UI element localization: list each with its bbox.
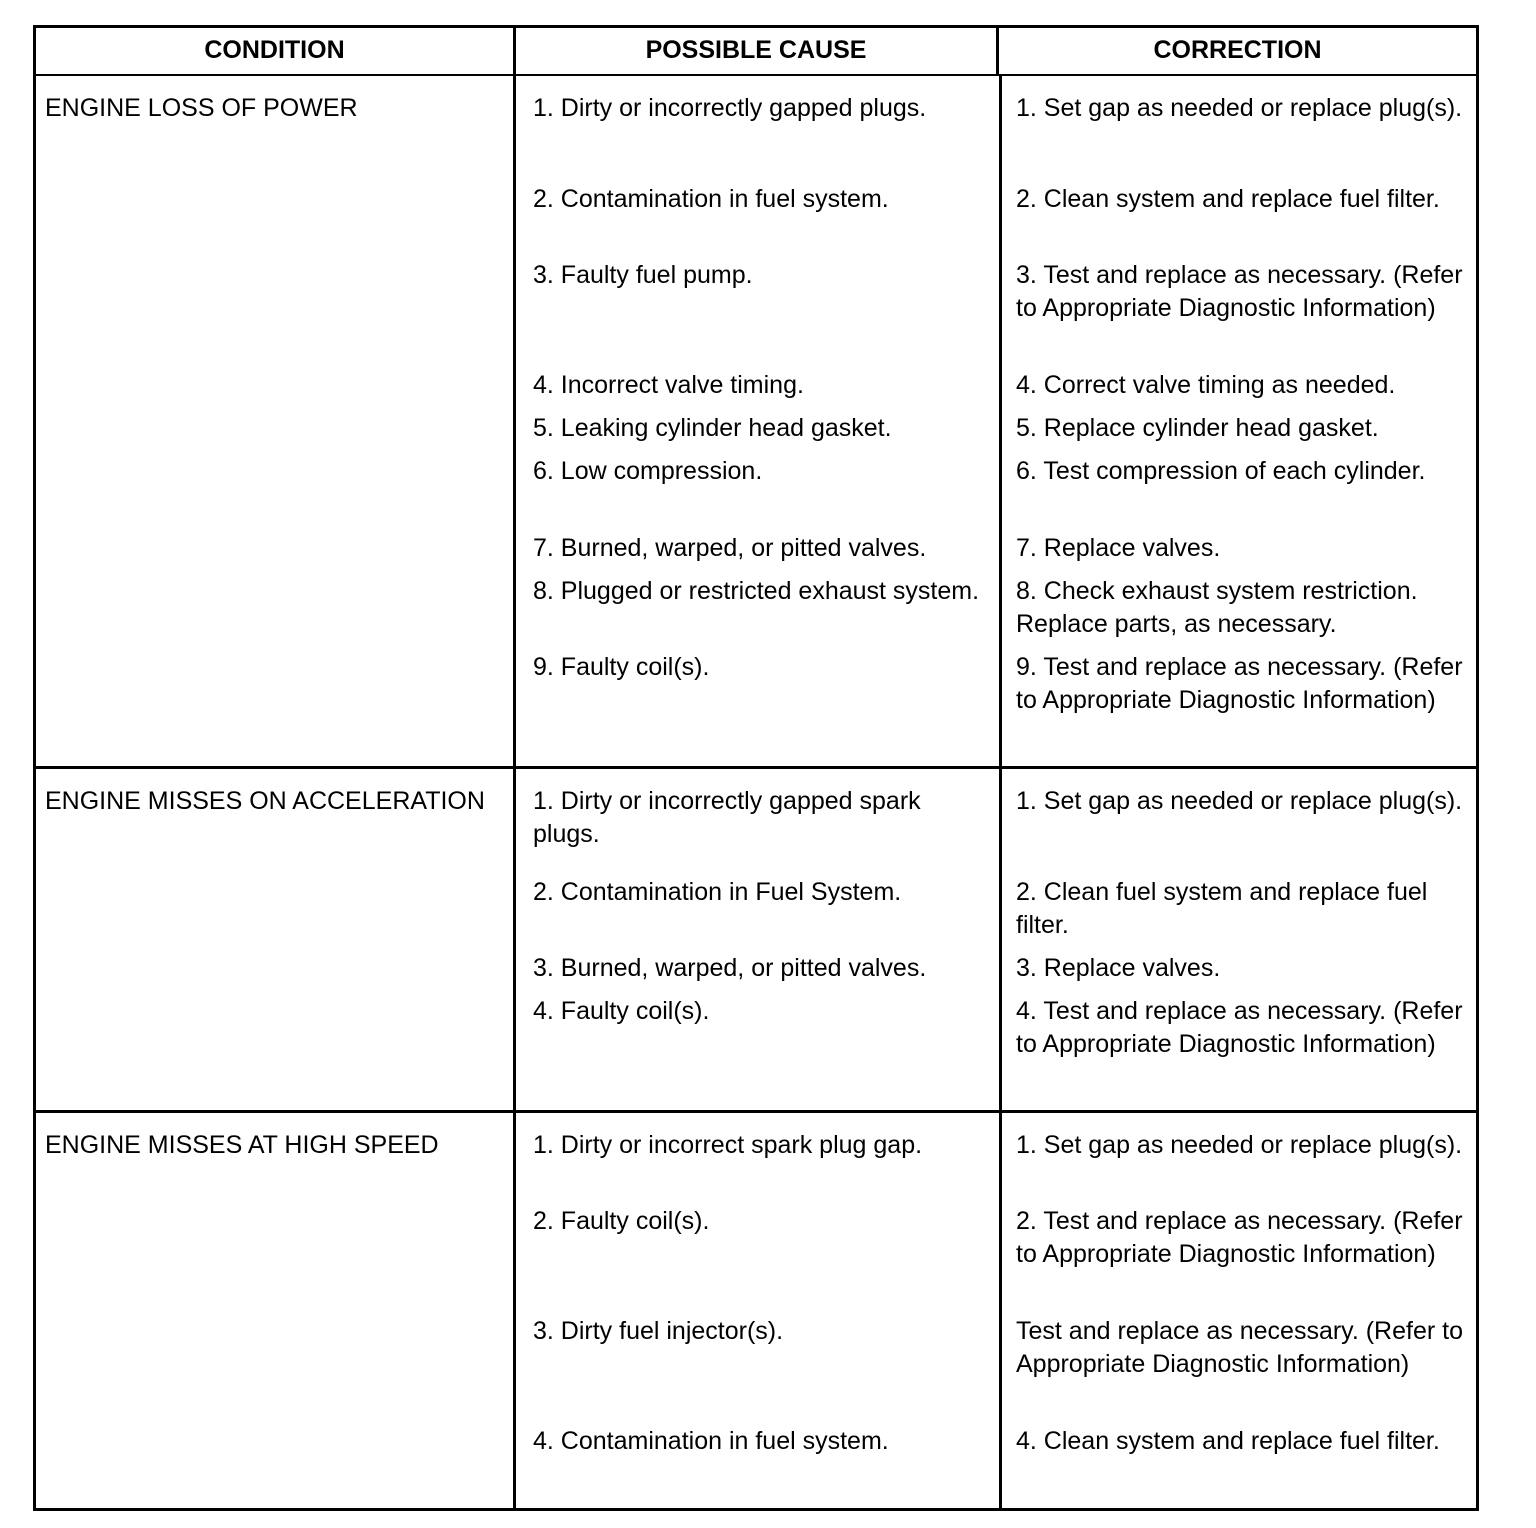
correction-cell: 1. Set gap as needed or replace plug(s). [1016,1131,1463,1159]
table-row [516,995,1476,1104]
possible-cause-cell: 5. Leaking cylinder head gasket. [533,414,892,442]
table-row [516,1425,1476,1502]
table-body [36,76,1476,1508]
column-divider [999,76,1002,766]
cause-correction-list [516,1113,1476,1508]
table-row [516,952,1476,995]
column-divider [513,1113,516,1508]
correction-cell: 5. Replace cylinder head gasket. [1016,414,1379,442]
possible-cause-cell: 1. Dirty or incorrectly gapped spark plugs. [533,787,921,848]
table-row [516,1315,1476,1425]
cause-correction-list [516,769,1476,1110]
condition-group [36,1113,1476,1508]
possible-cause-cell: 2. Contamination in fuel system. [533,185,889,213]
condition-cell: ENGINE MISSES AT HIGH SPEED [36,1113,516,1508]
condition-cell: ENGINE LOSS OF POWER [36,76,516,766]
table-row [516,412,1476,455]
correction-cell: 2. Clean fuel system and replace fuel filter. [1016,878,1428,939]
table-row [516,455,1476,532]
correction-cell: 2. Clean system and replace fuel filter. [1016,185,1440,213]
column-divider [513,76,516,766]
table-row [516,575,1476,651]
correction-cell: 3. Replace valves. [1016,954,1221,982]
column-divider [999,769,1002,1110]
possible-cause-cell: 4. Incorrect valve timing. [533,371,804,399]
table-header [36,28,1476,76]
correction-cell: 8. Check exhaust system restriction. Replace parts, as necessary. [1016,577,1418,638]
table-row [516,92,1476,183]
condition-group [36,769,1476,1113]
table-row [516,532,1476,575]
correction-cell: 9. Test and replace as necessary. (Refer to Appropriate Diagnostic Information) [1016,653,1463,714]
table-row [516,651,1476,760]
correction-cell: 7. Replace valves. [1016,534,1221,562]
possible-cause-cell: 6. Low compression. [533,457,763,485]
header-correction: CORRECTION [1153,36,1322,64]
possible-cause-cell: 2. Faulty coil(s). [533,1207,710,1235]
correction-cell: 4. Correct valve timing as needed. [1016,371,1396,399]
possible-cause-cell: 4. Contamination in fuel system. [533,1427,889,1455]
possible-cause-cell: 3. Dirty fuel injector(s). [533,1317,784,1345]
header-possible-cause: POSSIBLE CAUSE [516,28,999,74]
table-row [516,1129,1476,1205]
correction-cell: 1. Set gap as needed or replace plug(s). [1016,94,1463,122]
possible-cause-cell: 1. Dirty or incorrectly gapped plugs. [533,94,927,122]
column-divider [513,769,516,1110]
possible-cause-cell: 2. Contamination in Fuel System. [533,878,902,906]
table-row [516,876,1476,952]
table-row [516,259,1476,369]
condition-group [36,76,1476,769]
correction-cell: Test and replace as necessary. (Refer to Appropriate Diagnostic Information) [1016,1317,1463,1378]
table-row [516,183,1476,259]
condition-cell: ENGINE MISSES ON ACCELERATION [36,769,516,1110]
possible-cause-cell: 3. Faulty fuel pump. [533,261,753,289]
possible-cause-cell: 8. Plugged or restricted exhaust system. [533,577,980,605]
possible-cause-cell: 7. Burned, warped, or pitted valves. [533,534,927,562]
possible-cause-cell: 3. Burned, warped, or pitted valves. [533,954,927,982]
correction-cell: 4. Clean system and replace fuel filter. [1016,1427,1440,1455]
header-condition: CONDITION [36,28,516,74]
cause-correction-list [516,76,1476,766]
correction-cell: 2. Test and replace as necessary. (Refer to Appropriate Diagnostic Information) [1016,1207,1463,1268]
correction-cell: 6. Test compression of each cylinder. [1016,457,1426,485]
column-divider [999,1113,1002,1508]
possible-cause-cell: 1. Dirty or incorrect spark plug gap. [533,1131,923,1159]
table-row [516,1205,1476,1315]
correction-cell: 4. Test and replace as necessary. (Refer to Appropriate Diagnostic Information) [1016,997,1463,1058]
correction-cell: 1. Set gap as needed or replace plug(s). [1016,787,1463,815]
table-row [516,785,1476,876]
possible-cause-cell: 4. Faulty coil(s). [533,997,710,1025]
correction-cell: 3. Test and replace as necessary. (Refer to Appropriate Diagnostic Information) [1016,261,1463,322]
diagnostic-table [33,25,1479,1511]
possible-cause-cell: 9. Faulty coil(s). [533,653,710,681]
table-row [516,369,1476,412]
